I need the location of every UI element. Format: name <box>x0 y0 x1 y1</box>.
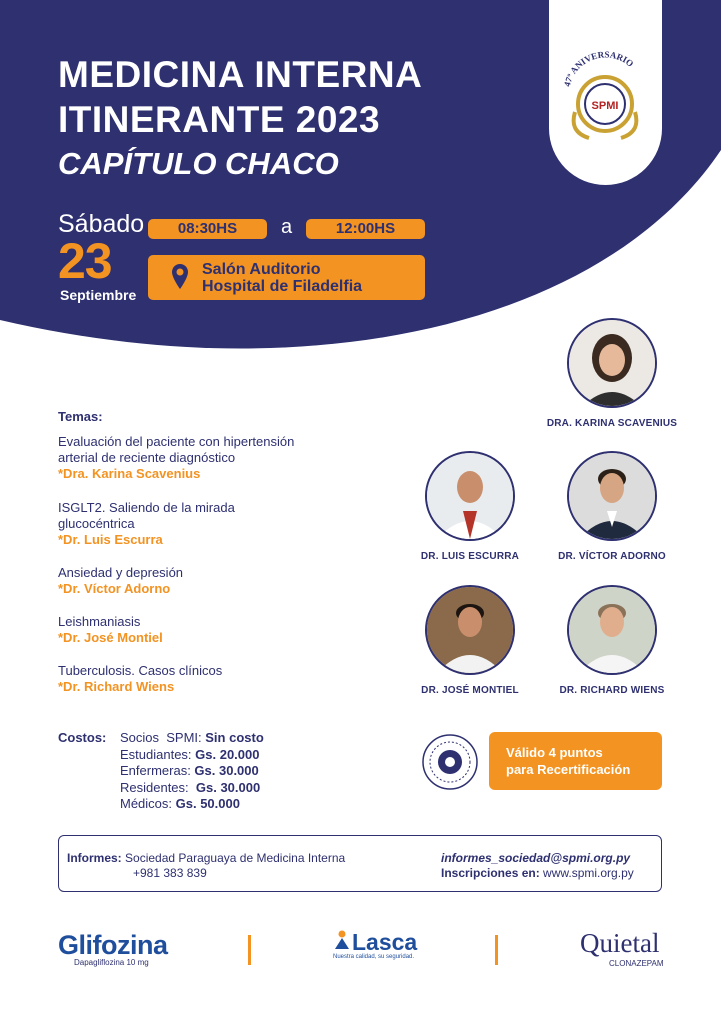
topic-title: arterial de reciente diagnóstico <box>58 450 236 465</box>
speaker-name: DR. RICHARD WIENS <box>559 685 665 696</box>
speaker-photo <box>567 585 657 675</box>
phone-number: +981 383 839 <box>133 866 207 880</box>
event-title <box>58 52 422 142</box>
cost-row <box>120 780 264 797</box>
topic-title: Leishmaniasis <box>58 614 141 629</box>
speaker-photo <box>567 451 657 541</box>
day-number: 23 <box>58 233 112 289</box>
cost-row <box>120 730 264 747</box>
anniversary-text: 47º ANIVERSARIO <box>561 49 636 88</box>
cost-label: Estudiantes: <box>120 746 196 762</box>
cost-label: Socios SPMI: <box>120 730 206 745</box>
end-time-pill: 12:00HS <box>306 219 425 239</box>
speaker-card <box>542 318 682 429</box>
lasca-tagline: Nuestra calidad, su seguridad. <box>333 954 415 960</box>
topic-title: Evaluación del paciente con hipertensión <box>58 434 295 449</box>
cost-label: Enfermeras: <box>120 763 195 778</box>
speaker-portrait-icon <box>427 453 513 539</box>
cost-row <box>120 747 264 764</box>
speaker-name: DRA. KARINA SCAVENIUS <box>546 418 678 429</box>
points-line2: para Recertificación <box>506 762 631 777</box>
website-link[interactable]: www.spmi.org.py <box>543 866 634 880</box>
speaker-portrait-icon <box>427 587 513 673</box>
contact-info-box <box>58 835 662 892</box>
speaker-card <box>542 451 682 562</box>
sponsor-divider <box>495 935 498 965</box>
topic-item <box>58 663 358 695</box>
event-title-line1: MEDICINA INTERNA <box>58 54 423 95</box>
month-label: Septiembre <box>60 287 137 303</box>
venue-text <box>202 261 362 295</box>
day-label: Sábado <box>58 210 145 238</box>
lasca-figure-icon <box>333 930 351 950</box>
email-link[interactable]: informes_sociedad@spmi.org.py <box>441 851 631 865</box>
cost-value: Gs. 30.000 <box>194 763 259 778</box>
costs-label: Costos: <box>58 730 107 745</box>
start-time-pill: 08:30HS <box>148 219 267 239</box>
topic-speaker: *Dr. Víctor Adorno <box>58 581 171 596</box>
topics-heading: Temas: <box>58 409 103 424</box>
topic-title: Ansiedad y depresión <box>58 565 184 580</box>
glifozina-subtitle: Dapagliflozina 10 mg <box>74 958 149 967</box>
inscripciones-block <box>441 851 634 881</box>
cost-row <box>120 763 264 780</box>
informes-block <box>67 851 345 881</box>
topic-speaker: *Dr. Luis Escurra <box>58 532 163 547</box>
location-pin-icon <box>171 263 189 291</box>
topic-title: Tuberculosis. Casos clínicos <box>58 663 223 678</box>
speaker-portrait-icon <box>569 587 655 673</box>
society-seal-icon <box>422 734 478 790</box>
cost-value: Gs. 30.000 <box>195 779 261 795</box>
topic-title: glucocéntrica <box>58 516 135 531</box>
topic-item <box>58 614 358 646</box>
speaker-name: DR. LUIS ESCURRA <box>420 551 520 562</box>
venue-line2: Hospital de Filadelfia <box>202 278 363 295</box>
time-separator: a <box>281 216 293 238</box>
speaker-card <box>400 585 540 696</box>
speaker-card <box>400 451 540 562</box>
sponsor-divider <box>248 935 251 965</box>
speaker-portrait-icon <box>569 320 655 406</box>
event-title-line2: ITINERANTE 2023 <box>58 99 381 140</box>
speaker-name: DR. JOSÉ MONTIEL <box>421 685 519 696</box>
venue-line1: Salón Auditorio <box>202 261 321 278</box>
glifozina-logo: Glifozina <box>58 930 168 960</box>
venue-box <box>148 255 425 300</box>
quietal-subtitle: CLONAZEPAM <box>609 959 664 968</box>
cost-list <box>120 730 264 813</box>
topic-title: ISGLT2. Saliendo de la mirada <box>58 500 235 515</box>
event-subtitle: CAPÍTULO CHACO <box>58 146 339 181</box>
topic-speaker: *Dr. José Montiel <box>58 630 163 645</box>
anniversary-seal-icon <box>549 42 662 152</box>
informes-label: Informes: <box>67 851 122 865</box>
topic-item <box>58 500 358 548</box>
cost-value: Gs. 20.000 <box>195 746 260 762</box>
informes-org: Sociedad Paraguaya de Medicina Interna <box>125 851 346 865</box>
cost-value: Sin costo <box>205 730 264 745</box>
cost-label: Médicos: <box>120 796 176 811</box>
speaker-photo <box>567 318 657 408</box>
anniversary-badge <box>549 0 662 185</box>
recertification-points-box <box>489 732 662 790</box>
cost-label: Residentes: <box>120 779 196 795</box>
points-line1: Válido 4 puntos <box>506 745 603 760</box>
speaker-photo <box>425 585 515 675</box>
speaker-name: DR. VÍCTOR ADORNO <box>558 551 666 562</box>
lasca-logo: Lasca <box>352 929 418 955</box>
speaker-card <box>542 585 682 696</box>
quietal-logo: Quietal <box>580 928 660 958</box>
cost-row <box>120 796 264 813</box>
topic-speaker: *Dra. Karina Scavenius <box>58 466 201 481</box>
topic-item <box>58 565 358 597</box>
topic-speaker: *Dr. Richard Wiens <box>58 679 175 694</box>
badge-monogram: SPMI <box>591 100 619 112</box>
topic-item <box>58 434 358 482</box>
inscripciones-label: Inscripciones en: <box>441 866 540 880</box>
speaker-photo <box>425 451 515 541</box>
speaker-portrait-icon <box>569 453 655 539</box>
cost-value: Gs. 50.000 <box>175 796 240 811</box>
